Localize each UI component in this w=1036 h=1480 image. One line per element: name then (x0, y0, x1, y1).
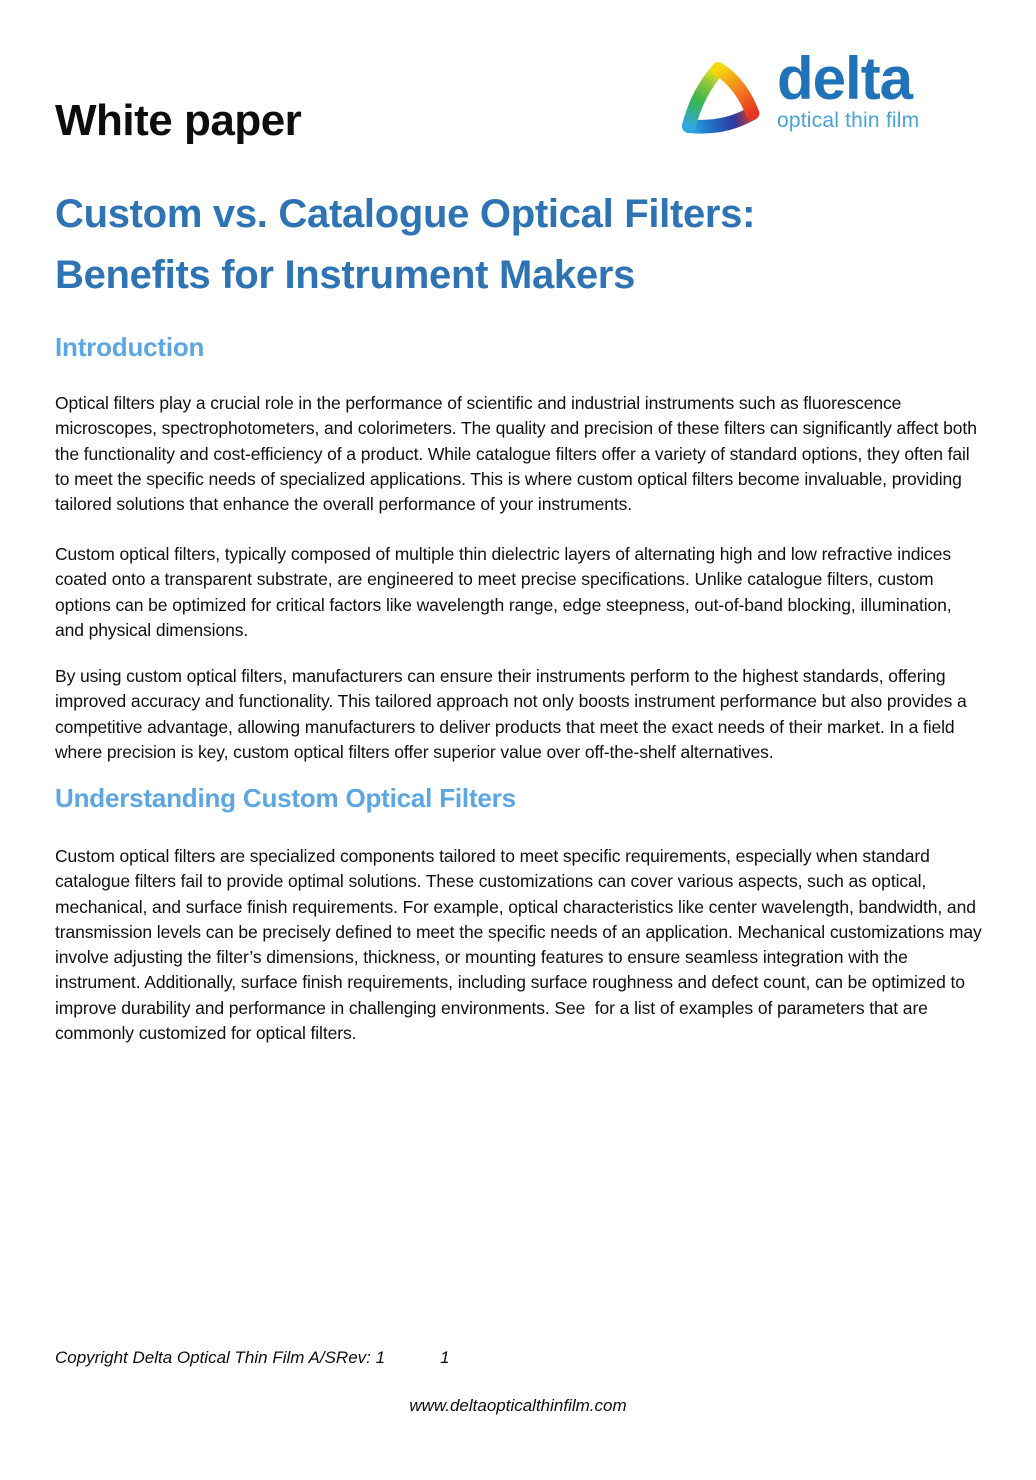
paragraph-intro-3: By using custom optical filters, manufacturers can ensure their instruments perform to the highest standards, offering improved accuracy and functionality. This tailored approach not only boosts instrument performance but also provides a competitive advantage, allowing manufacturers to deliver products that meet the exact needs of their market. In a field where precision is key, custom optical filters offer superior value over off-the-shelf alternatives. (55, 666, 972, 762)
document-title-line1: Custom vs. Catalogue Optical Filters: (55, 192, 756, 236)
footer (55, 1348, 983, 1368)
logo-tagline-text: optical thin film (777, 109, 920, 132)
section-heading-introduction: Introduction (55, 332, 205, 362)
footer-copyright: Copyright Delta Optical Thin Film A/S (55, 1348, 336, 1367)
document-title (55, 184, 965, 306)
paragraph-intro-2: Custom optical filters, typically composed of multiple thin dielectric layers of alternating high and low refractive indices coated onto a transparent substrate, are engineered to meet precise specifications. Unlike catalogue filters, custom options can be optimized for critical factors like wavelength range, edge steepness, out-of-band blocking, illumination, and physical dimensions. (55, 544, 957, 640)
delta-logo (676, 45, 946, 160)
footer-revision: Rev: 1 (335, 1348, 386, 1367)
document-title-line2: Benefits for Instrument Makers (55, 253, 636, 297)
footer-website: www.deltaopticalthinfilm.com (409, 1396, 627, 1415)
section-heading-understanding-custom-optical-filters: Understanding Custom Optical Filters (55, 783, 516, 813)
logo-brand-text: delta (777, 45, 913, 112)
paragraph-understanding-1: Custom optical filters are specialized components tailored to meet specific requirements, especially when standard catalogue filters fail to provide optimal solutions. These customizations can cover various aspects, such as optical, mechanical, and surface finish requirements. For example, optical characteristics like center wavelength, bandwidth, and transmission levels can be precisely defined to meet the specific needs of an application. Mechanical customizations may involve adjusting the filter’s dimensions, thickness, or mounting features to ensure seamless integration with the instrument. Additionally, surface finish requirements, including surface roughness and defect count, can be optimized to improve durability and performance in challenging environments. See for a list of examples of parameters that are commonly customized for optical filters. (55, 846, 987, 1044)
delta-triangle-icon (676, 54, 768, 154)
footer-page-number: 1 (440, 1348, 450, 1367)
paragraph-intro-1: Optical filters play a crucial role in the performance of scientific and industrial instruments such as fluorescence microscopes, spectrophotometers, and colorimeters. The quality and precision of these filters can significantly affect both the functionality and cost-efficiency of a product. While catalogue filters offer a variety of standard options, they often fail to meet the specific needs of specialized applications. This is where custom optical filters become invaluable, providing tailored solutions that enhance the overall performance of your instruments. (55, 393, 982, 515)
logo-text-block (777, 45, 920, 133)
white-paper-label: White paper (55, 96, 302, 145)
